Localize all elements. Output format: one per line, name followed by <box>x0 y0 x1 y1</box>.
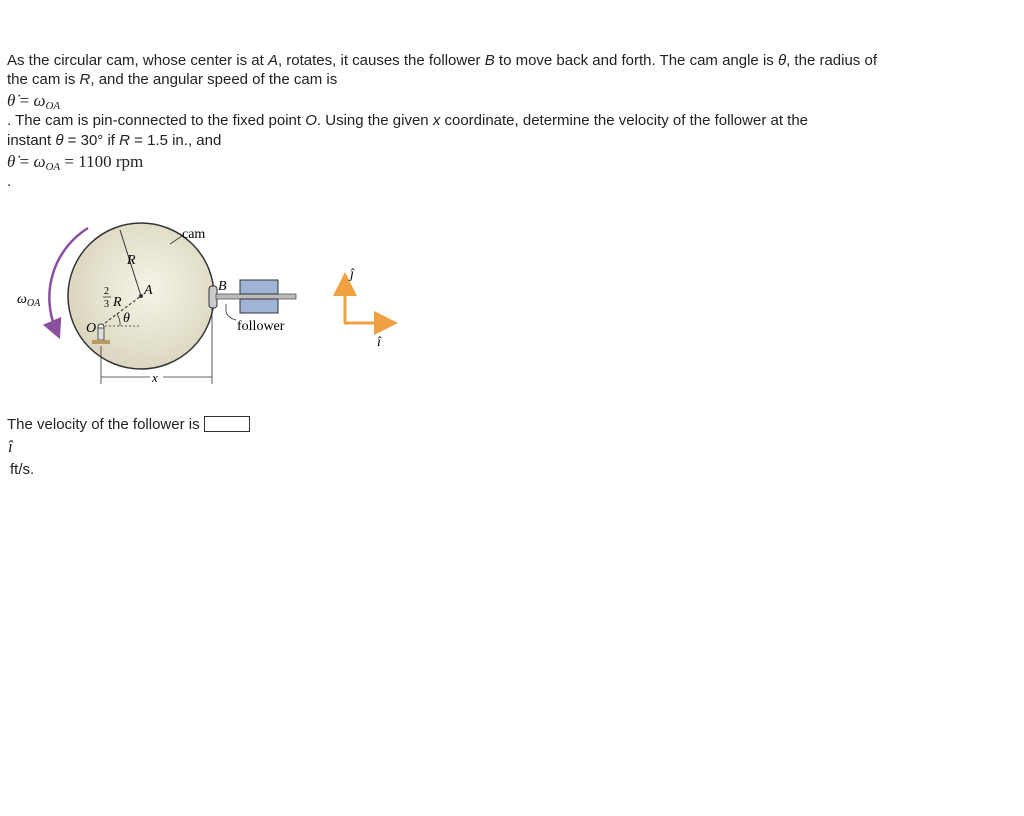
problem-line-2: the cam is R, and the angular speed of the cam is <box>7 71 338 88</box>
problem-line-4: instant θ = 30° if R = 1.5 in., and <box>7 132 222 149</box>
problem-line-3: . The cam is pin-connected to the fixed point O. Using the given x coordinate, determine the velocity of the follower at the <box>7 112 809 129</box>
follower-guide-top <box>240 280 278 294</box>
point-a-label: A <box>144 283 153 298</box>
follower-guide-bottom <box>240 299 278 313</box>
problem-line-1: As the circular cam, whose center is at A, rotates, it causes the follower B to move back and forth. The cam angle is θ, the radius of <box>7 52 877 69</box>
cam-label: cam <box>182 227 206 242</box>
equation-theta-dot: θ̇ = ωOA <box>7 91 61 112</box>
velocity-answer-input[interactable] <box>204 416 250 432</box>
follower-rod <box>216 294 296 299</box>
omega-label: $\omega_{OA}$ <box>17 292 41 309</box>
cam-follower-figure <box>0 206 420 396</box>
j-hat-label: ĵ <box>350 267 354 282</box>
point-a <box>139 294 143 298</box>
point-o-label: O <box>86 321 97 336</box>
equation-speed: θ̇ = ωOA = 1100 rpm <box>7 152 144 173</box>
follower-label: follower <box>237 319 285 334</box>
fraction-numerator: 2 <box>104 286 109 297</box>
theta-label: θ <box>123 311 130 326</box>
radius-label: R <box>127 253 136 268</box>
two-thirds-r-label: R <box>113 295 122 310</box>
pin-support <box>98 328 104 340</box>
point-b-label: B <box>218 279 227 294</box>
ground-hatch <box>92 340 110 344</box>
fraction-denominator: 3 <box>104 299 109 310</box>
i-hat-label: î <box>377 335 381 350</box>
units-label: ft/s. <box>10 461 35 478</box>
unit-vector-i: î <box>8 437 13 456</box>
x-dimension-label: x <box>152 370 158 385</box>
answer-line: The velocity of the follower is <box>7 415 250 435</box>
trailing-dot: . <box>7 173 12 190</box>
